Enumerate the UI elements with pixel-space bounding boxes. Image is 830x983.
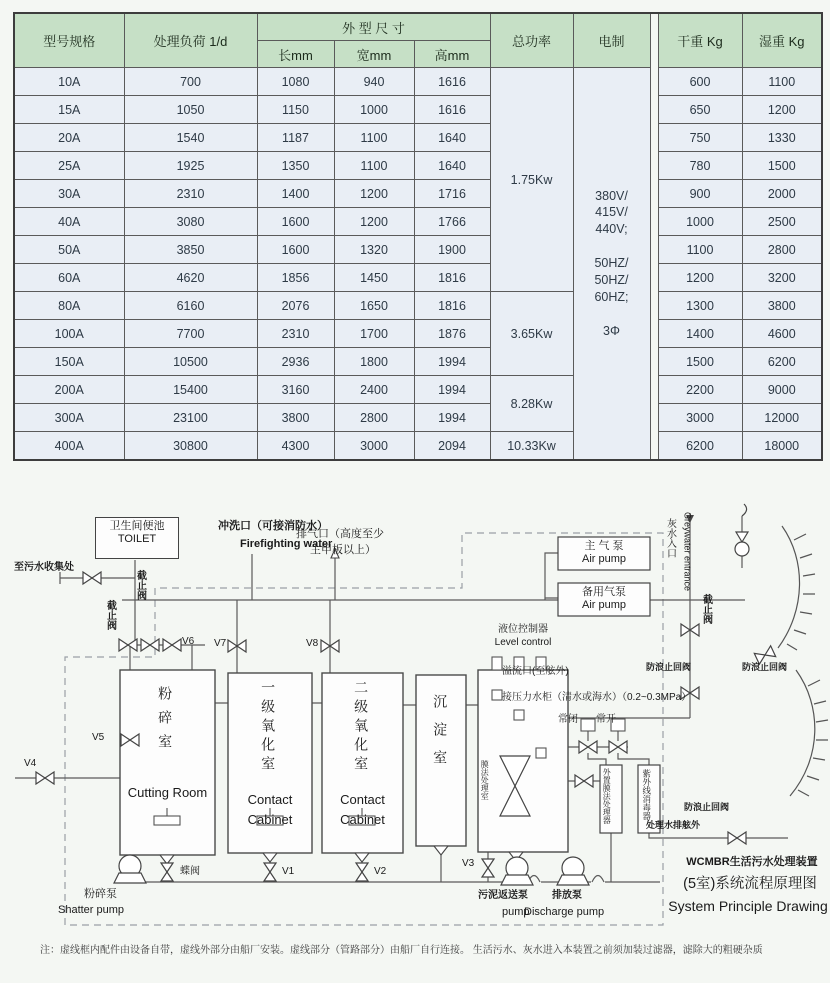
table-cell: 1000	[334, 96, 414, 124]
table-row	[14, 180, 822, 208]
table-cell: 1050	[124, 96, 257, 124]
valve-label-v2: V2	[374, 866, 387, 877]
table-cell: 1100	[334, 124, 414, 152]
toilet-label-cn: 卫生间便池	[109, 520, 165, 532]
table-cell: 1856	[257, 264, 334, 292]
normally-open-label: 常开	[596, 714, 616, 725]
table-cell: 1925	[124, 152, 257, 180]
table-cell: 3000	[658, 404, 742, 432]
table-row	[14, 208, 822, 236]
tank2-label-en: Contact Cabinet	[247, 792, 293, 827]
sludge-pump-label-cn: 污泥返送泵	[478, 890, 528, 901]
table-cell: 10500	[124, 348, 257, 376]
level-control-label-en: Level control	[494, 637, 552, 648]
table-cell: 1350	[257, 152, 334, 180]
table-cell: 1900	[414, 236, 490, 264]
table-cell: 1100	[334, 152, 414, 180]
treated-water-label: 处理水排舷外	[646, 820, 701, 830]
table-cell: 3000	[334, 432, 414, 461]
col-header-dry-weight: 干重 Kg	[658, 13, 742, 68]
footnote: 注：虚线框内配件由设备自带，虚线外部分由船厂安装。虚线部分（管路部分）由船厂自行连接。 生活污水、灰水进入本装置之前须加装过滤器，滤除大的粗硬杂质	[40, 945, 763, 956]
table-cell: 1600	[257, 208, 334, 236]
table-cell: 1150	[257, 96, 334, 124]
table-cell: 60A	[14, 264, 124, 292]
valve-label-v3: V3	[462, 858, 475, 869]
tank1-label-cn: 粉碎室	[157, 686, 174, 758]
table-cell: 2400	[334, 376, 414, 404]
table-cell: 2094	[414, 432, 490, 461]
flush-label-cn: 冲洗口（可接消防水）	[218, 520, 328, 532]
table-cell: 1994	[414, 348, 490, 376]
table-cell: 2800	[334, 404, 414, 432]
table-cell: 400A	[14, 432, 124, 461]
table-cell: 1800	[334, 348, 414, 376]
level-control-label-cn: 液位控制器	[498, 624, 548, 635]
tank3-label-en: Contact Cabinet	[340, 792, 385, 827]
table-cell: 23100	[124, 404, 257, 432]
table-cell: 8.28Kw	[490, 376, 573, 432]
title-device: WCMBR生活污水处理装置	[686, 856, 818, 868]
shutoff-valve-label: 截止阀	[700, 594, 712, 624]
table-cell: 1766	[414, 208, 490, 236]
col-header-wet-weight: 湿重 Kg	[742, 13, 822, 68]
table-cell: 200A	[14, 376, 124, 404]
valve-label-v4: V4	[24, 758, 37, 769]
table-cell: 7700	[124, 320, 257, 348]
table-cell: 1876	[414, 320, 490, 348]
table-cell: 1650	[334, 292, 414, 320]
table-row	[14, 152, 822, 180]
sludge-return-pump-icon	[501, 857, 533, 885]
table-cell: 12000	[742, 404, 822, 432]
column-gap	[650, 13, 658, 68]
toilet-label-en: TOILET	[117, 532, 157, 545]
table-cell: 1.75Kw	[490, 68, 573, 292]
tank3-label-cn: 二级氧化室	[353, 680, 370, 775]
valve-label-v6: V6	[182, 636, 195, 647]
col-header-load: 处理负荷 1/d	[124, 13, 257, 68]
table-cell: 1100	[658, 236, 742, 264]
table-cell: 6160	[124, 292, 257, 320]
table-cell: 1994	[414, 376, 490, 404]
col-header-model: 型号规格	[14, 13, 124, 68]
greywater-label-cn: 灰水入口	[664, 518, 676, 558]
table-row	[14, 404, 822, 432]
table-cell: 9000	[742, 376, 822, 404]
table-cell: 10.33Kw	[490, 432, 573, 461]
butterfly-valve-label: 蝶阀	[180, 866, 200, 877]
shatter-pump-label-en: Shatter pump	[58, 904, 125, 916]
table-row	[14, 376, 822, 404]
toilet-box	[95, 517, 179, 559]
col-header-height: 高mm	[414, 41, 490, 68]
col-header-dimensions: 外 型 尺 寸	[257, 13, 490, 41]
table-cell: 700	[124, 68, 257, 96]
table-cell: 2500	[742, 208, 822, 236]
table-cell: 6200	[658, 432, 742, 461]
table-cell: 2800	[742, 236, 822, 264]
table-cell: 1400	[257, 180, 334, 208]
table-cell: 1320	[334, 236, 414, 264]
table-cell: 1300	[658, 292, 742, 320]
table-cell: 2076	[257, 292, 334, 320]
title-en: System Principle Drawing	[668, 898, 828, 914]
discharge-pump-icon	[557, 857, 589, 885]
table-cell: 300A	[14, 404, 124, 432]
table-cell: 15A	[14, 96, 124, 124]
anti-wave-check-valve-label: 防浪止回阀	[742, 662, 788, 672]
table-cell: 1080	[257, 68, 334, 96]
spec-table-body	[14, 68, 822, 461]
table-cell: 1000	[658, 208, 742, 236]
table-row	[14, 124, 822, 152]
table-cell: 1200	[334, 180, 414, 208]
col-header-electric: 电制	[573, 13, 650, 68]
table-cell: 30A	[14, 180, 124, 208]
table-row	[14, 432, 822, 461]
discharge-pump-label-en: Discharge pump	[524, 906, 605, 918]
table-cell: 1500	[742, 152, 822, 180]
table-cell: 150A	[14, 348, 124, 376]
table-cell: 380V/ 415V/ 440V; 50HZ/ 50HZ/ 60HZ; 3Φ	[573, 68, 650, 461]
col-header-power: 总功率	[490, 13, 573, 68]
table-cell: 940	[334, 68, 414, 96]
valve-label-v8: V8	[306, 638, 319, 649]
table-row	[14, 320, 822, 348]
anti-wave-check-valve-label: 防浪止回阀	[684, 802, 730, 812]
table-cell: 900	[658, 180, 742, 208]
external-membrane-label: 外置膜法处理器	[602, 768, 612, 824]
table-row	[14, 236, 822, 264]
tank4-label-cn: 沉淀室	[432, 694, 449, 778]
overflow-label: 溢流口(至舷外)	[502, 666, 569, 677]
pressure-tank-label: 接压力水柜（清水或海水）（0.2~0.3MPa）	[502, 692, 692, 703]
table-row	[14, 292, 822, 320]
anti-wave-check-valve-label: 防浪止回阀	[646, 662, 692, 672]
table-cell: 1500	[658, 348, 742, 376]
table-cell: 650	[658, 96, 742, 124]
table-cell: 1600	[257, 236, 334, 264]
table-cell: 1450	[334, 264, 414, 292]
greywater-label-en: Greywater entrance	[682, 512, 693, 592]
table-cell: 10A	[14, 68, 124, 96]
table-cell: 1994	[414, 404, 490, 432]
table-row	[14, 68, 822, 96]
table-cell: 80A	[14, 292, 124, 320]
flush-label-en: Firefighting water	[240, 538, 333, 550]
table-cell: 1100	[742, 68, 822, 96]
table-cell: 4620	[124, 264, 257, 292]
normally-closed-label: 常闭	[558, 714, 578, 725]
shatter-pump-icon	[114, 855, 146, 883]
spec-table	[13, 12, 823, 461]
table-cell: 3160	[257, 376, 334, 404]
table-cell: 1330	[742, 124, 822, 152]
main-air-pump-label: 主 气 泵 Air pump	[581, 540, 627, 565]
table-cell	[650, 68, 658, 461]
discharge-pump-label-cn: 排放泵	[552, 890, 582, 901]
shutoff-valve-label: 截止阀	[104, 600, 116, 630]
table-cell: 1816	[414, 292, 490, 320]
table-cell: 2936	[257, 348, 334, 376]
valve-label-v1: V1	[282, 866, 295, 877]
table-cell: 3800	[257, 404, 334, 432]
table-cell: 50A	[14, 236, 124, 264]
table-cell: 3.65Kw	[490, 292, 573, 376]
uv-sterilizer-label: 紫外线消毒器	[641, 769, 652, 820]
shutoff-valve-label: 截止阀	[134, 570, 146, 600]
col-header-width: 宽mm	[334, 41, 414, 68]
table-cell: 2200	[658, 376, 742, 404]
table-cell: 100A	[14, 320, 124, 348]
table-cell: 600	[658, 68, 742, 96]
table-row	[14, 96, 822, 124]
table-cell: 1400	[658, 320, 742, 348]
table-cell: 3080	[124, 208, 257, 236]
table-cell: 1616	[414, 68, 490, 96]
shatter-pump-label-cn: 粉碎泵	[84, 888, 117, 900]
backup-air-pump-label: 备用气泵 Air pump	[581, 586, 627, 611]
sludge-pump-label-en: pump	[502, 906, 530, 918]
title-cn: (5室)系统流程原理图	[683, 876, 817, 892]
col-header-length: 长mm	[257, 41, 334, 68]
table-cell: 1200	[658, 264, 742, 292]
sewage-collect-label: 至污水收集处	[14, 562, 74, 573]
table-cell: 1640	[414, 152, 490, 180]
tank2-label-cn: 一级氧化室	[260, 680, 277, 775]
valve-label-v5: V5	[92, 732, 105, 743]
table-cell: 2310	[124, 180, 257, 208]
hull-side-icon	[778, 526, 828, 796]
table-cell: 1716	[414, 180, 490, 208]
system-principle-drawing	[0, 498, 830, 983]
table-row	[14, 264, 822, 292]
table-row	[14, 348, 822, 376]
table-cell: 1200	[742, 96, 822, 124]
table-cell: 1187	[257, 124, 334, 152]
vent-label-line1: 排气口（高度至少	[296, 528, 384, 540]
table-cell: 1640	[414, 124, 490, 152]
table-cell: 20A	[14, 124, 124, 152]
table-cell: 6200	[742, 348, 822, 376]
table-cell: 40A	[14, 208, 124, 236]
table-cell: 25A	[14, 152, 124, 180]
table-cell: 18000	[742, 432, 822, 461]
table-cell: 2000	[742, 180, 822, 208]
table-cell: 1700	[334, 320, 414, 348]
pilot-box-icon	[581, 719, 595, 731]
table-cell: 750	[658, 124, 742, 152]
table-cell: 2310	[257, 320, 334, 348]
table-cell: 15400	[124, 376, 257, 404]
vent-label-line2: 主甲板以上）	[310, 544, 376, 556]
table-cell: 4600	[742, 320, 822, 348]
table-cell: 4300	[257, 432, 334, 461]
table-cell: 1816	[414, 264, 490, 292]
valve-label-v7: V7	[214, 638, 227, 649]
table-cell: 3800	[742, 292, 822, 320]
table-cell: 1616	[414, 96, 490, 124]
tank1-label-en: Cutting Room	[127, 785, 208, 800]
table-cell: 1200	[334, 208, 414, 236]
table-cell: 3850	[124, 236, 257, 264]
table-cell: 3200	[742, 264, 822, 292]
table-cell: 780	[658, 152, 742, 180]
table-cell: 30800	[124, 432, 257, 461]
table-cell: 1540	[124, 124, 257, 152]
tank5-inner-label: 膜法处理室	[480, 760, 490, 800]
